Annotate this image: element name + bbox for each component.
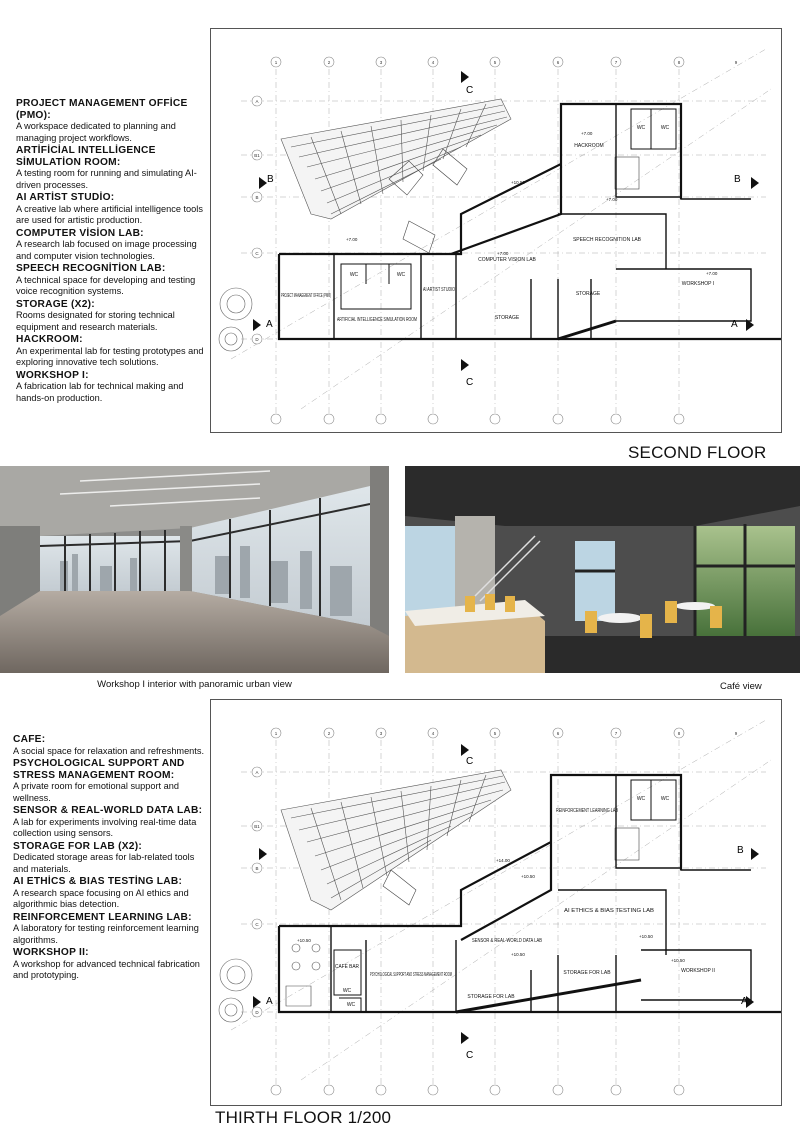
grid-col-3: 3: [379, 60, 383, 65]
cafe-photo: [405, 466, 800, 673]
grid-col-9: 9: [734, 731, 738, 736]
grid-col-8: 8: [677, 731, 681, 736]
room-label-wc-c: WC: [636, 125, 646, 131]
room-label-reinforcement: REINFORCEMENT LEARNING LAB: [556, 808, 619, 814]
level-mark-5: +7.00: [606, 197, 618, 202]
legend-item-description: A social space for relaxation and refreshments.: [13, 745, 204, 756]
legend-item-title: WORKSHOP II:: [13, 947, 89, 958]
glass-roof: [281, 770, 511, 910]
workshop-photo-caption: Workshop I interior with panoramic urban view: [97, 679, 292, 690]
section-mark-a-right: A: [741, 996, 748, 1007]
legend-item-description: A research space focusing on AI ethics and algorithmic bias detection.: [13, 887, 189, 909]
grid-col-1: 1: [274, 731, 278, 736]
legend-item-description: An experimental lab for testing prototypes and exploring innovative tech solutions.: [16, 345, 204, 367]
room-label-wc-c: WC: [636, 796, 646, 802]
third-floor-plan-drawing: [211, 700, 781, 1105]
room-label-wc-d: WC: [660, 125, 670, 131]
level-mark-6: +7.00: [706, 271, 718, 276]
grid-col-7: 7: [614, 60, 618, 65]
section-mark-c-bottom: C: [466, 1050, 474, 1061]
legend-item-title: CAFE:: [13, 734, 46, 745]
cafe-furniture: [292, 944, 320, 970]
level-mark-3: +7.00: [346, 237, 358, 242]
grid-row-c: C: [255, 251, 259, 256]
grid-row-d: D: [255, 1010, 259, 1015]
room-label-wc-a: WC: [342, 988, 352, 994]
grid-col-5: 5: [493, 60, 497, 65]
workshop-interior-photo: [0, 466, 389, 673]
cafe-photo-caption: Café view: [720, 681, 762, 692]
level-mark-4: +7.00: [497, 251, 509, 256]
room-label-workshop: WORKSHOP I: [681, 281, 715, 287]
grid-row-b: B: [255, 195, 259, 200]
legend-item-title: WORKSHOP I:: [16, 369, 89, 381]
room-label-workshop: WORKSHOP II: [681, 968, 715, 974]
room-label-cafe-bar: CAFE BAR: [335, 964, 360, 970]
legend-item-description: A workshop for advanced technical fabrication and prototyping.: [13, 958, 200, 980]
grid-col-7: 7: [614, 731, 618, 736]
legend-item-description: Dedicated storage areas for lab-related tools and materials.: [13, 852, 195, 874]
level-mark-5: +10.50: [639, 934, 653, 939]
grid-col-2: 2: [327, 731, 331, 736]
level-mark-1: +10.50: [297, 938, 311, 943]
room-label-storage-a: STORAGE: [494, 315, 520, 321]
grid-col-4: 4: [431, 60, 435, 65]
grid-col-5: 5: [493, 731, 497, 736]
room-label-speech: SPEECH RECOGNITION LAB: [572, 237, 642, 243]
legend-item-title: PROJECT MANAGEMENT OFFİCE (PMO):: [16, 98, 188, 121]
grid-col-3: 3: [379, 731, 383, 736]
second-floor-plan: [210, 28, 782, 433]
third-floor-legend: [13, 734, 208, 983]
grid-row-d: D: [255, 337, 259, 342]
second-floor-legend: [16, 98, 211, 405]
legend-item-description: A workspace dedicated to planning and managing project workflows.: [16, 121, 176, 143]
level-mark-1: +7.00: [581, 131, 593, 136]
legend-item-title: COMPUTER VİSİON LAB:: [16, 227, 144, 239]
section-mark-a-left: A: [266, 996, 273, 1007]
grid-col-9: 9: [734, 60, 738, 65]
grid-col-6: 6: [556, 731, 560, 736]
room-label-pmo: PROJECT MANAGEMENT OFFICE (PMO): [281, 293, 332, 299]
grid-col-6: 6: [556, 60, 560, 65]
level-mark-2: +14.00: [496, 858, 510, 863]
level-mark-4: +10.50: [511, 952, 525, 957]
room-label-storage-b: STORAGE FOR LAB: [563, 970, 611, 976]
legend-item-description: A creative lab where artificial intelligence tools are used for artistic production.: [16, 203, 203, 225]
room-label-wc-b: WC: [396, 272, 406, 278]
grid-col-2: 2: [327, 60, 331, 65]
room-label-psych: PSYCHOLOGICAL SUPPORT AND STRESS MANAGEMENT ROOM: [370, 972, 452, 978]
grid-row-a: A: [255, 770, 259, 775]
second-floor-title: SECOND FLOOR: [628, 443, 767, 462]
grid-col-4: 4: [431, 731, 435, 736]
room-label-ai-sim: ARTIFICIAL INTELLIGENCE SIMULATION ROOM: [337, 317, 417, 323]
room-label-storage-b: STORAGE: [575, 291, 601, 297]
legend-item-title: AI ETHİCS & BIAS TESTİNG LAB:: [13, 876, 183, 887]
grid-col-1: 1: [274, 60, 278, 65]
legend-item-description: A lab for experiments involving real-time data collection using sensors.: [13, 816, 197, 838]
trees: [219, 959, 252, 1022]
trees: [219, 288, 252, 351]
second-floor-plan-drawing: [211, 29, 781, 432]
legend-item-description: A laboratory for testing reinforcement learning algorithms.: [13, 923, 199, 945]
room-label-sensor: SENSOR & REAL-WORLD DATA LAB: [472, 938, 543, 944]
glass-roof: [281, 99, 511, 219]
legend-item-description: A fabrication lab for technical making and hands-on production.: [16, 381, 184, 403]
legend-item-title: AI ARTİST STUDİO:: [16, 192, 115, 203]
legend-item-title: ARTİFİCİAL INTELLİGENCE SİMULATİON ROOM:: [16, 145, 156, 168]
room-label-wc-a: WC: [349, 272, 359, 278]
level-mark-2: +10.50: [511, 180, 525, 185]
section-mark-c-bottom: C: [466, 377, 474, 388]
third-floor-title: THIRTH FLOOR 1/200: [215, 1108, 392, 1127]
grid-row-b: B: [255, 866, 259, 871]
section-mark-a-right: A: [731, 319, 738, 330]
room-label-wc-d: WC: [660, 796, 670, 802]
legend-item-title: STORAGE (X2):: [16, 298, 95, 310]
grid-col-8: 8: [677, 60, 681, 65]
legend-item-description: A technical space for developing and testing voice recognition systems.: [16, 274, 196, 296]
room-label-ai-artist: AI ARTIST STUDIO: [423, 287, 456, 293]
grid-row-c: C: [255, 922, 259, 927]
level-mark-6: +10.50: [671, 958, 685, 963]
section-mark-b-left: B: [267, 174, 274, 185]
room-label-hackroom: HACKROOM: [574, 143, 604, 149]
section-mark-b-right: B: [734, 174, 741, 185]
room-label-ethics: AI ETHICS & BIAS TESTING LAB: [564, 908, 655, 914]
section-mark-a-left: A: [266, 319, 273, 330]
legend-item-description: Rooms designated for storing technical equipment and research materials.: [16, 310, 175, 332]
legend-item-title: HACKROOM:: [16, 334, 83, 345]
section-mark-c-top: C: [466, 85, 474, 96]
grid-row-b1: B1: [254, 153, 260, 158]
room-label-wc-b: WC: [346, 1002, 356, 1008]
legend-item-title: REINFORCEMENT LEARNING LAB:: [13, 911, 192, 923]
grid-row-b1: B1: [254, 824, 260, 829]
section-mark-c-top: C: [466, 756, 474, 767]
room-label-storage-a: STORAGE FOR LAB: [467, 994, 515, 1000]
legend-item-description: A research lab focused on image processing and computer vision technologies.: [16, 239, 197, 261]
room-label-computer-vision: COMPUTER VISION LAB: [478, 257, 536, 263]
legend-item-title: STORAGE FOR LAB (X2):: [13, 840, 143, 852]
legend-item-title: PSYCHOLOGICAL SUPPORT AND STRESS MANAGEMENT ROOM:: [13, 758, 185, 781]
legend-item-description: A testing room for running and simulating AI-driven processes.: [16, 168, 197, 190]
level-mark-3: +10.50: [521, 874, 535, 879]
third-floor-plan: [210, 699, 782, 1106]
legend-item-title: SPEECH RECOGNİTİON LAB:: [16, 263, 166, 274]
legend-item-description: A private room for emotional support and wellness.: [13, 781, 179, 803]
legend-item-title: SENSOR & REAL-WORLD DATA LAB:: [13, 805, 203, 816]
grid-row-a: A: [255, 99, 259, 104]
section-mark-b-right: B: [737, 845, 744, 856]
